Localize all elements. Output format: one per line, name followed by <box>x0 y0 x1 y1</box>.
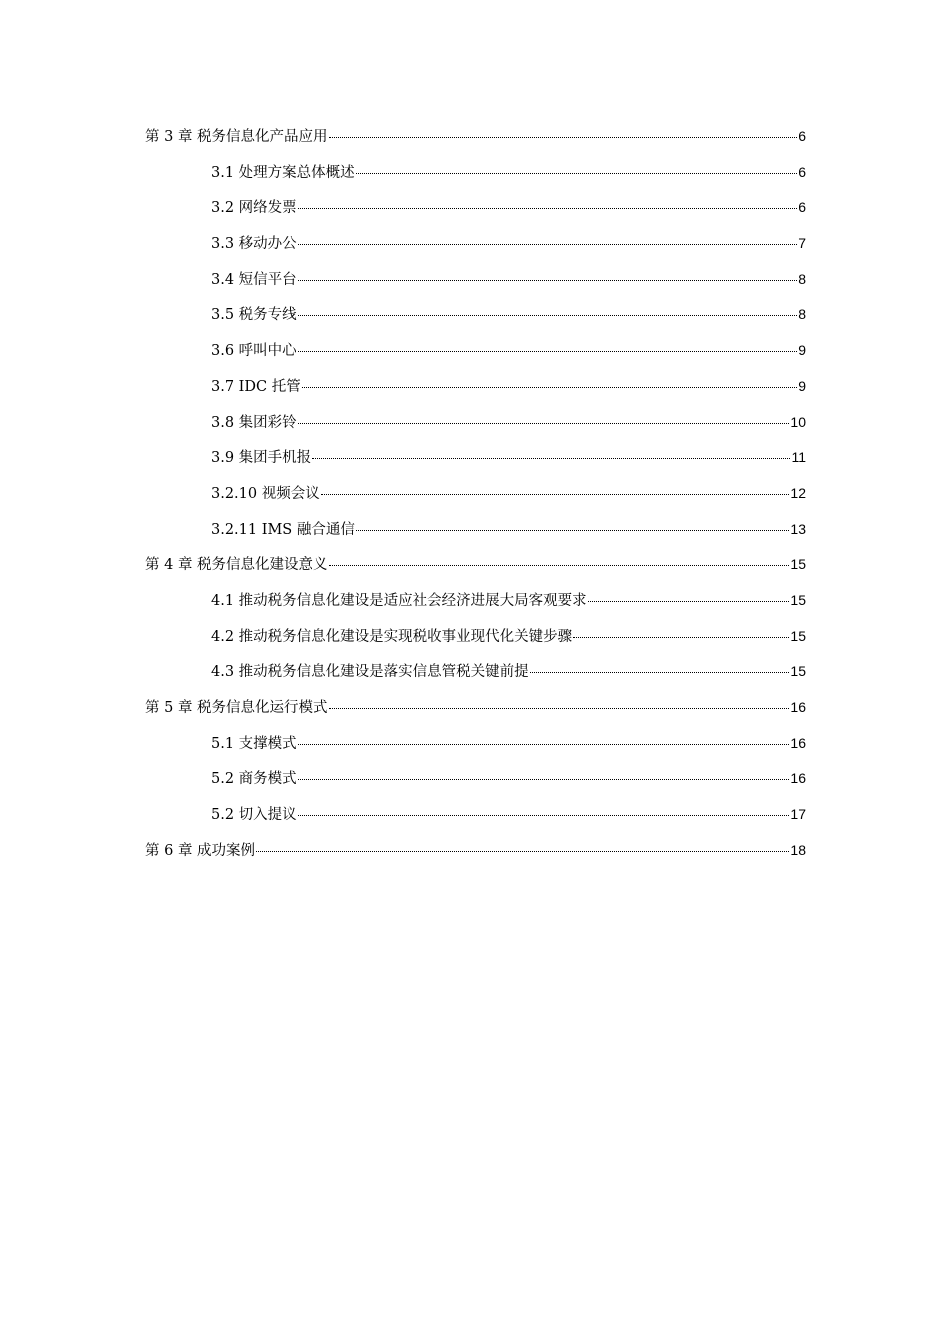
toc-entry-title: 第 6 章 成功案例 <box>145 842 256 859</box>
toc-entry-3-8[interactable] <box>145 410 806 446</box>
toc-entry-4-1[interactable] <box>145 588 806 624</box>
toc-entry-3-2-11[interactable] <box>145 517 806 553</box>
toc-page-number: 7 <box>798 235 806 252</box>
toc-page-number: 12 <box>790 484 806 501</box>
toc-page-number: 16 <box>790 734 806 751</box>
toc-entry-5-2[interactable] <box>145 766 806 802</box>
toc-dot-leader <box>329 708 790 709</box>
toc-entry-title: 第 5 章 税务信息化运行模式 <box>145 700 328 716</box>
toc-entry-chapter-5[interactable] <box>145 695 806 731</box>
toc-page-number: 9 <box>798 342 806 359</box>
toc-page-number: 16 <box>790 770 806 787</box>
toc-entry-title: 4.3 推动税务信息化建设是落实信息管税关键前提 <box>211 664 529 681</box>
toc-page-number: 8 <box>798 270 806 287</box>
toc-page-number: 15 <box>790 627 806 644</box>
toc-entry-title: 3.9 集团手机报 <box>211 450 312 467</box>
toc-page-number: 9 <box>798 377 806 394</box>
toc-entry-title: 3.7 IDC 托管 <box>211 378 301 395</box>
toc-dot-leader <box>356 530 790 531</box>
toc-entry-3-2-10[interactable] <box>145 481 806 517</box>
toc-entry-title: 3.1 处理方案总体概述 <box>211 164 355 181</box>
toc-entry-title: 第 3 章 税务信息化产品应用 <box>145 129 328 145</box>
toc-entry-title: 3.2.11 IMS 融合通信 <box>211 521 355 538</box>
toc-entry-chapter-6[interactable] <box>145 838 806 874</box>
toc-entry-3-6[interactable] <box>145 338 806 374</box>
toc-page-number: 16 <box>790 699 806 715</box>
toc-entry-title: 4.2 推动税务信息化建设是实现税收事业现代化关键步骤 <box>211 628 573 645</box>
toc-dot-leader <box>298 423 790 424</box>
toc-entry-3-9[interactable] <box>145 445 806 481</box>
toc-entry-3-1[interactable] <box>145 160 806 196</box>
toc-page-number: 11 <box>791 449 806 466</box>
toc-entry-3-4[interactable] <box>145 267 806 303</box>
toc-dot-leader <box>298 208 798 209</box>
toc-entry-5-2-proposal[interactable] <box>145 802 806 838</box>
toc-entry-title: 3.6 呼叫中心 <box>211 343 297 360</box>
toc-page-number: 15 <box>790 556 806 573</box>
toc-entry-title: 3.8 集团彩铃 <box>211 414 297 431</box>
toc-dot-leader <box>298 779 790 780</box>
toc-entry-4-3[interactable] <box>145 659 806 695</box>
toc-entry-chapter-3[interactable] <box>145 124 806 160</box>
toc-page-number: 6 <box>798 128 806 144</box>
toc-entry-5-1[interactable] <box>145 731 806 767</box>
toc-dot-leader <box>298 744 790 745</box>
toc-dot-leader <box>588 601 790 602</box>
toc-dot-leader <box>312 458 790 459</box>
toc-page-number: 6 <box>798 199 806 216</box>
toc-dot-leader <box>256 851 789 852</box>
toc-dot-leader <box>298 315 798 316</box>
toc-dot-leader <box>356 173 798 174</box>
toc-dot-leader <box>298 280 798 281</box>
toc-entry-3-3[interactable] <box>145 231 806 267</box>
toc-dot-leader <box>573 637 789 638</box>
toc-page-number: 10 <box>790 413 806 430</box>
toc-dot-leader <box>329 137 798 138</box>
toc-entry-title: 3.2 网络发票 <box>211 200 297 217</box>
toc-entry-title: 第 4 章 税务信息化建设意义 <box>145 557 328 574</box>
toc-entry-title: 4.1 推动税务信息化建设是适应社会经济进展大局客观要求 <box>211 592 587 609</box>
toc-page-number: 15 <box>790 663 806 680</box>
toc-entry-4-2[interactable] <box>145 624 806 660</box>
toc-entry-title: 3.2.10 视频会议 <box>211 485 320 502</box>
toc-page-number: 15 <box>790 591 806 608</box>
toc-page-number: 6 <box>798 163 806 180</box>
toc-page-number: 18 <box>790 841 806 858</box>
toc-dot-leader <box>298 244 798 245</box>
toc-entry-3-2[interactable] <box>145 195 806 231</box>
toc-page-number: 8 <box>798 306 806 323</box>
toc-entry-3-7[interactable] <box>145 374 806 410</box>
toc-entry-title: 5.1 支撑模式 <box>211 735 297 752</box>
toc-entry-title: 3.5 税务专线 <box>211 307 297 324</box>
toc-entry-title: 3.3 移动办公 <box>211 236 297 253</box>
toc-entry-chapter-4[interactable] <box>145 552 806 588</box>
toc-entry-title: 3.4 短信平台 <box>211 271 297 288</box>
toc-entry-3-5[interactable] <box>145 302 806 338</box>
toc-dot-leader <box>321 494 790 495</box>
toc-dot-leader <box>329 565 790 566</box>
toc-entry-title: 5.2 商务模式 <box>211 771 297 788</box>
toc-dot-leader <box>530 672 790 673</box>
toc-dot-leader <box>302 387 797 388</box>
toc-entry-title: 5.2 切入提议 <box>211 807 297 824</box>
toc-dot-leader <box>298 815 790 816</box>
toc-page-number: 13 <box>790 520 806 537</box>
toc-dot-leader <box>298 351 798 352</box>
table-of-contents <box>145 124 806 873</box>
toc-page-number: 17 <box>790 806 806 823</box>
